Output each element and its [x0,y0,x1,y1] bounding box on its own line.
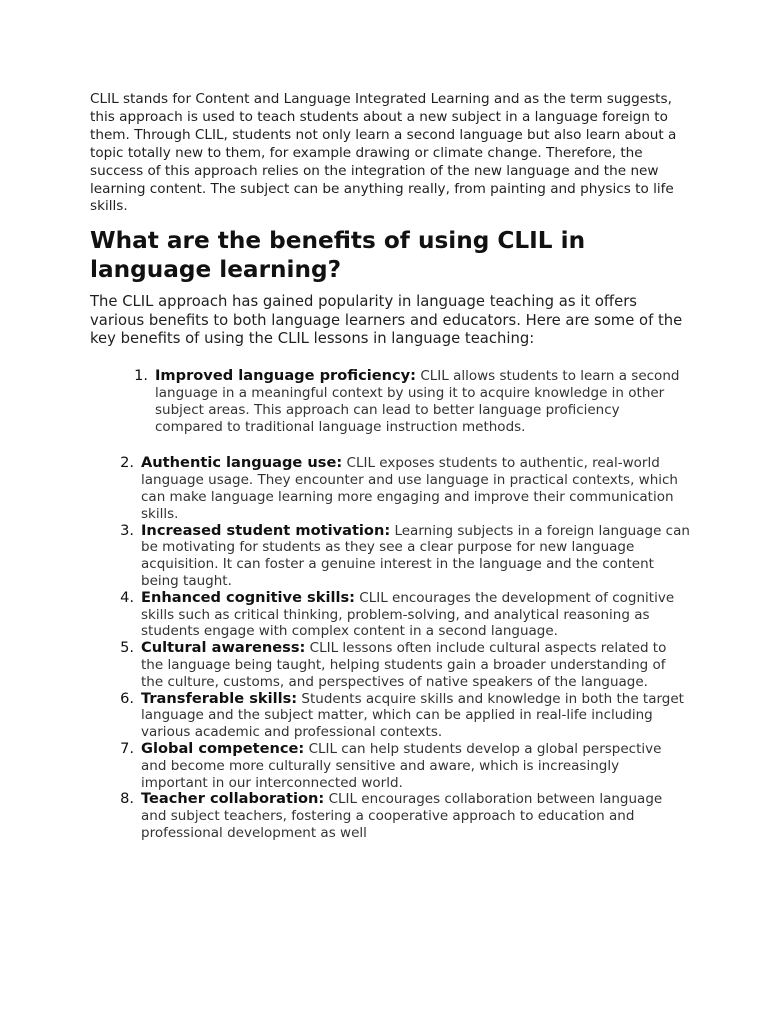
benefit-number: 8. [120,790,134,808]
benefit-item [90,791,690,841]
benefit-term: Increased student motivation: [141,521,391,539]
benefit-term: Transferable skills: [141,689,298,707]
benefit-term: Authentic language use: [141,454,343,472]
benefit-number: 1. [134,367,148,385]
benefit-term: Enhanced cognitive skills: [141,588,355,606]
benefit-item [90,590,690,640]
section-heading: What are the benefits of using CLIL in language learning? [90,227,586,284]
benefit-text: CLIL lessons often include cultural aspects related to the language being taught, helping students gain a broader understanding of the culture, customs, and perspectives of native speakers of the language. [141,640,667,690]
benefit-item [90,368,690,435]
benefit-term: Improved language proficiency: [155,367,417,385]
benefit-number: 6. [120,689,134,707]
benefit-term: Teacher collaboration: [141,790,325,808]
benefit-number: 2. [120,454,134,472]
lead-paragraph: The CLIL approach has gained popularity in language teaching as it offers various benefits to both language learners and educators. Here are some of the key benefits of using the CLIL lessons in language teaching: [90,293,683,347]
benefit-text: Learning subjects in a foreign language can be motivating for students as they see a clear purpose for new language acquisition. It can foster a genuine interest in the language and the content being taught. [141,522,690,589]
benefit-number: 5. [120,639,134,657]
benefit-item [90,640,690,690]
benefit-text: CLIL can help students develop a global perspective and become more culturally sensitive and aware, which is increasingly important in our interconnected world. [141,740,662,791]
benefit-item [90,523,690,590]
benefit-number: 3. [120,521,134,539]
benefits-list [90,455,690,841]
benefit-text: Students acquire skills and knowledge in both the target language and the subject matter, which can be applied in real-life including various academic and professional contexts. [141,690,684,741]
benefit-text: CLIL allows students to learn a second language in a meaningful context by using it to acquire knowledge in other subject areas. This approach can lead to better language proficiency compared to traditional language instruction methods. [155,368,680,435]
benefit-term: Cultural awareness: [141,639,306,657]
benefit-item [90,691,690,741]
benefit-number: 4. [120,588,134,606]
benefit-text: CLIL encourages collaboration between language and subject teachers, fostering a cooperative approach to education and professional development as well [141,791,663,841]
benefit-item [90,455,690,522]
document-page [90,91,690,842]
benefits-list-first [90,368,690,435]
benefit-text: CLIL encourages the development of cognitive skills such as critical thinking, problem-solving, and analytical reasoning as students engage with complex content in a second language. [141,589,675,640]
intro-paragraph: CLIL stands for Content and Language Integrated Learning and as the term suggests, this approach is used to teach students about a new subject in a language foreign to them. Through CLIL, students not only learn a second language but also learn about a topic totally new to them, for example drawing or climate change. Therefore, the success of this approach relies on the integration of the new language and the new learning content. The subject can be anything really, from painting and physics to life skills. [90,91,677,215]
benefit-term: Global competence: [141,739,305,757]
benefit-text: CLIL exposes students to authentic, real-world language usage. They encounter and use language in practical contexts, which can make language learning more engaging and improve their communication skills. [141,455,678,522]
benefit-item [90,741,690,791]
benefit-number: 7. [120,739,134,757]
